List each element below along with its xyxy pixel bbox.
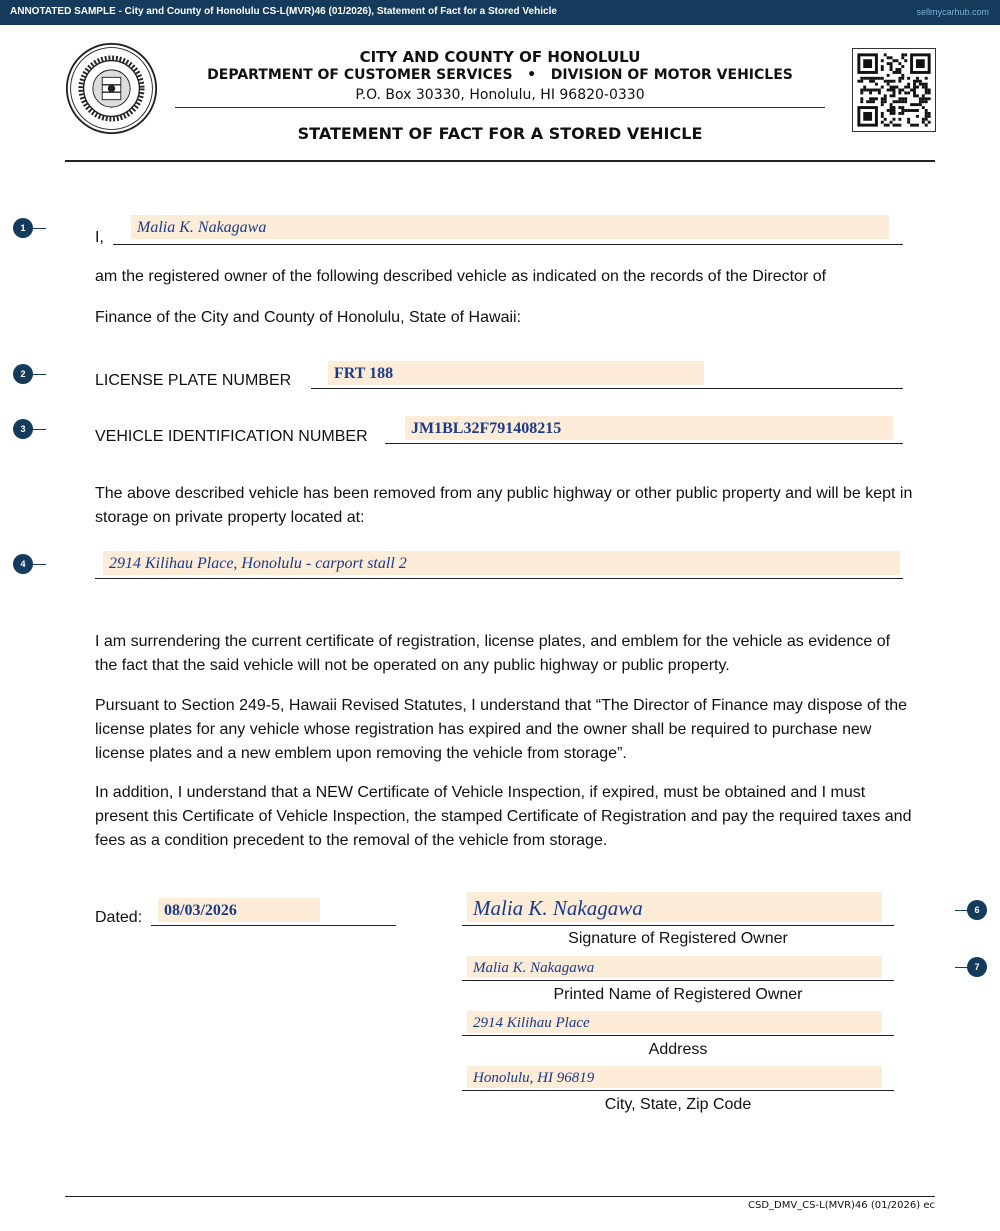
annotation-leader	[955, 967, 969, 968]
signature-caption: Signature of Registered Owner	[568, 930, 788, 947]
printed-name-underline	[462, 980, 894, 981]
date-field[interactable]: 08/03/2026	[158, 898, 320, 922]
header-city: CITY AND COUNTY OF HONOLULU	[359, 48, 641, 66]
city-state-zip-underline	[462, 1090, 894, 1091]
annotation-marker: 7	[967, 957, 987, 977]
plate-underline	[311, 388, 903, 389]
city-seal-icon	[65, 42, 158, 135]
address-underline	[462, 1035, 894, 1036]
qr-code-icon	[852, 48, 936, 132]
surrender-paragraph: I am surrendering the current certificate of registration, license plates, and emblem for the vehicle as evidence of the fact that the said vehicle will not be operated on any public highway or public property.	[95, 633, 891, 674]
annotation-leader	[32, 374, 46, 375]
top-banner	[0, 0, 1000, 25]
owner-prefix: I,	[95, 229, 104, 246]
footer-divider	[65, 1196, 935, 1197]
printed-name-caption: Printed Name of Registered Owner	[553, 986, 803, 1003]
dated-label: Dated:	[95, 909, 143, 926]
vin-field[interactable]: JM1BL32F791408215	[405, 416, 893, 440]
annotation-leader	[955, 910, 969, 911]
plate-label: LICENSE PLATE NUMBER	[95, 372, 292, 389]
inspection-paragraph: In addition, I understand that a NEW Certificate of Vehicle Inspection, if expired, must be obtained and I must present this Certificate of Vehicle Inspection, the stamped Certificate of Registration and pay the required taxes and fees as a condition precedent to the removal of the vehicle from storage.	[95, 784, 912, 849]
annotation-marker: 3	[13, 419, 33, 439]
city-state-zip-caption: City, State, Zip Code	[604, 1096, 752, 1113]
storage-location-underline	[95, 578, 903, 579]
vin-label: VEHICLE IDENTIFICATION NUMBER	[95, 428, 368, 445]
date-underline	[151, 925, 396, 926]
signature-field[interactable]: Malia K. Nakagawa	[467, 892, 882, 922]
printed-name-field[interactable]: Malia K. Nakagawa	[467, 956, 882, 978]
annotation-leader	[32, 228, 46, 229]
storage-statement: The above described vehicle has been removed from any public highway or other public property and will be kept in storage on private property located at:	[95, 485, 913, 526]
header-address: P.O. Box 30330, Honolulu, HI 96820-0330	[355, 87, 645, 103]
title-divider	[65, 160, 935, 162]
address-caption: Address	[648, 1041, 708, 1058]
banner-title: ANNOTATED SAMPLE - City and County of Honolulu CS-L(MVR)46 (01/2026), Statement of Fact for a Stored Vehicle	[10, 6, 557, 17]
annotation-marker: 2	[13, 364, 33, 384]
form-title: STATEMENT OF FACT FOR A STORED VEHICLE	[297, 124, 703, 143]
owner-name-underline	[113, 244, 903, 245]
annotation-marker: 1	[13, 218, 33, 238]
storage-location-field[interactable]: 2914 Kilihau Place, Honolulu - carport stall 2	[103, 551, 900, 575]
plate-number-field[interactable]: FRT 188	[328, 361, 704, 385]
signature-underline	[462, 925, 894, 926]
annotation-leader	[32, 564, 46, 565]
address-field[interactable]: 2914 Kilihau Place	[467, 1011, 882, 1033]
header-divider	[175, 107, 825, 108]
owner-statement-line2: Finance of the City and County of Honolulu, State of Hawaii:	[95, 309, 522, 326]
annotation-marker: 6	[967, 900, 987, 920]
banner-site-link[interactable]: sellmycarhub.com	[916, 7, 989, 17]
header-department: DEPARTMENT OF CUSTOMER SERVICES • DIVISION OF MOTOR VEHICLES	[207, 67, 793, 83]
vin-underline	[385, 443, 903, 444]
owner-name-field[interactable]: Malia K. Nakagawa	[131, 215, 889, 239]
form-code: CSD_DMV_CS-L(MVR)46 (01/2026) ec	[747, 1200, 935, 1211]
annotation-marker: 4	[13, 554, 33, 574]
annotation-leader	[32, 429, 46, 430]
city-state-zip-field[interactable]: Honolulu, HI 96819	[467, 1066, 882, 1088]
statute-paragraph: Pursuant to Section 249-5, Hawaii Revised Statutes, I understand that “The Director of Finance may dispose of the license plates for any vehicle whose registration has expired and the owner shall be required to purchase new license plates and a new emblem upon removing the vehicle from storage”.	[95, 697, 907, 762]
owner-statement-line1: am the registered owner of the following described vehicle as indicated on the records of the Director of	[95, 268, 827, 285]
